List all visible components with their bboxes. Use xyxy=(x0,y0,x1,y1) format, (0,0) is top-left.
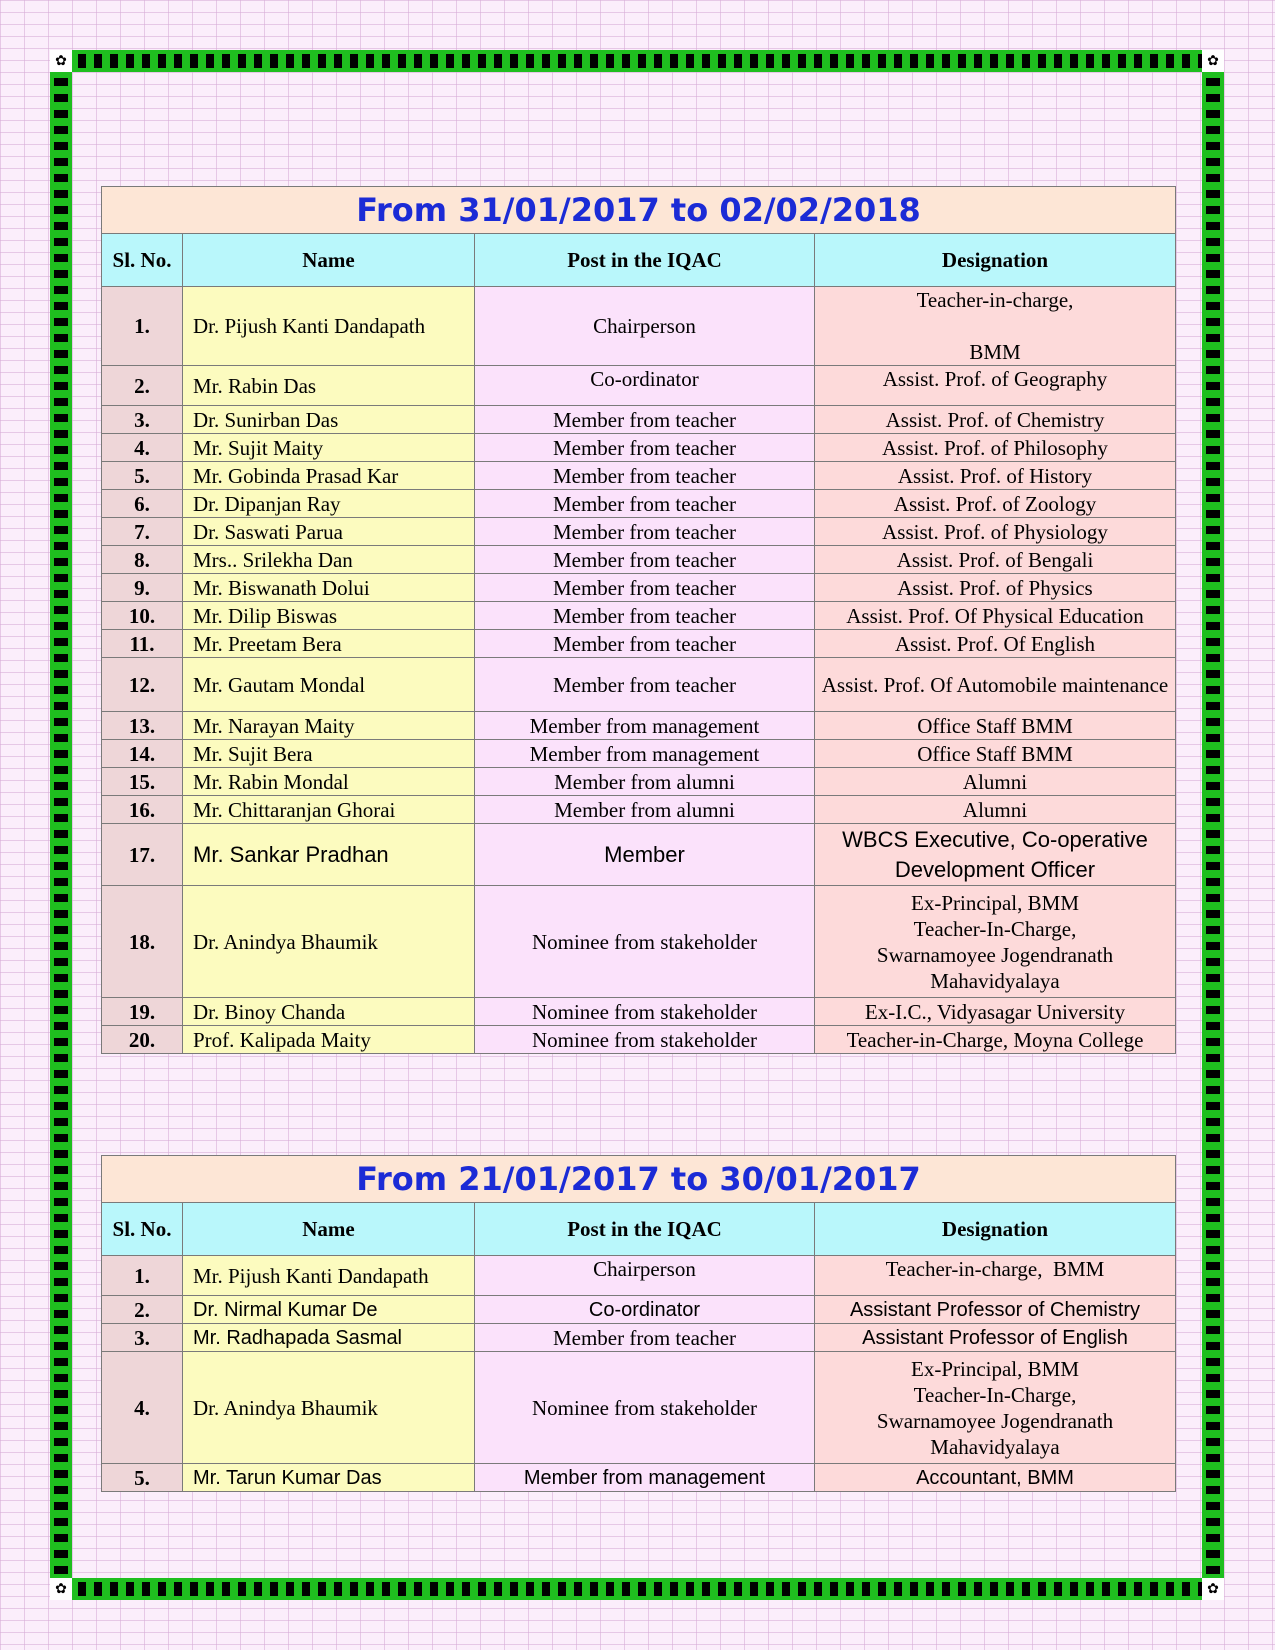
iqac-table-2017-2018 xyxy=(101,186,1176,1054)
iqac-post: Member from alumni xyxy=(475,796,815,824)
table-title: From 31/01/2017 to 02/02/2018 xyxy=(102,187,1176,234)
designation: Assist. Prof. of History xyxy=(815,462,1176,490)
designation: Assist. Prof. of Philosophy xyxy=(815,434,1176,462)
iqac-post: Member from teacher xyxy=(475,574,815,602)
sl-no: 8. xyxy=(102,546,183,574)
sl-no: 4. xyxy=(102,434,183,462)
designation: Assist. Prof. of Bengali xyxy=(815,546,1176,574)
iqac-post: Chairperson xyxy=(475,1256,815,1296)
sl-no: 9. xyxy=(102,574,183,602)
sl-no: 20. xyxy=(102,1026,183,1054)
designation: Teacher-in-charge, BMM xyxy=(815,287,1176,366)
iqac-post: Member from teacher xyxy=(475,518,815,546)
designation: WBCS Executive, Co-operative Development Officer xyxy=(815,824,1176,886)
iqac-post: Member from teacher xyxy=(475,434,815,462)
sl-no: 3. xyxy=(102,1324,183,1352)
sl-no: 18. xyxy=(102,886,183,998)
sl-no: 11. xyxy=(102,630,183,658)
iqac-post: Member from teacher xyxy=(475,630,815,658)
iqac-post: Member from teacher xyxy=(475,658,815,712)
member-name: Mr. Sankar Pradhan xyxy=(183,824,475,886)
col-header-name: Name xyxy=(183,1203,475,1256)
table-row xyxy=(102,518,1176,546)
member-name: Dr. Pijush Kanti Dandapath xyxy=(183,287,475,366)
sl-no: 17. xyxy=(102,824,183,886)
border-right xyxy=(1202,50,1224,1600)
member-name: Mr. Rabin Mondal xyxy=(183,768,475,796)
designation: Alumni xyxy=(815,768,1176,796)
table-row xyxy=(102,824,1176,886)
table-row xyxy=(102,406,1176,434)
sl-no: 3. xyxy=(102,406,183,434)
table-row xyxy=(102,630,1176,658)
iqac-post: Nominee from stakeholder xyxy=(475,1352,815,1464)
corner-ornament-icon: ✿ xyxy=(50,1578,72,1600)
iqac-post: Member from teacher xyxy=(475,406,815,434)
table-row xyxy=(102,1464,1176,1492)
table-row xyxy=(102,574,1176,602)
table-row xyxy=(102,998,1176,1026)
designation: Assist. Prof. of Physiology xyxy=(815,518,1176,546)
border-left xyxy=(50,50,72,1600)
member-name: Mr. Radhapada Sasmal xyxy=(183,1324,475,1352)
iqac-post: Co-ordinator xyxy=(475,1296,815,1324)
table-row xyxy=(102,1296,1176,1324)
sl-no: 15. xyxy=(102,768,183,796)
table-row xyxy=(102,768,1176,796)
iqac-table-2017 xyxy=(101,1155,1176,1492)
iqac-post: Chairperson xyxy=(475,287,815,366)
table-row xyxy=(102,366,1176,406)
designation: Assist. Prof. Of Physical Education xyxy=(815,602,1176,630)
table-row xyxy=(102,434,1176,462)
iqac-post: Nominee from stakeholder xyxy=(475,1026,815,1054)
designation: Assistant Professor of Chemistry xyxy=(815,1296,1176,1324)
member-name: Dr. Binoy Chanda xyxy=(183,998,475,1026)
iqac-post: Member from management xyxy=(475,712,815,740)
sl-no: 16. xyxy=(102,796,183,824)
member-name: Dr. Anindya Bhaumik xyxy=(183,1352,475,1464)
designation: Office Staff BMM xyxy=(815,740,1176,768)
iqac-post: Member from teacher xyxy=(475,490,815,518)
col-header-post: Post in the IQAC xyxy=(475,1203,815,1256)
sl-no: 7. xyxy=(102,518,183,546)
table-row xyxy=(102,658,1176,712)
sl-no: 19. xyxy=(102,998,183,1026)
table-row xyxy=(102,1352,1176,1464)
sl-no: 14. xyxy=(102,740,183,768)
designation: Accountant, BMM xyxy=(815,1464,1176,1492)
sl-no: 1. xyxy=(102,1256,183,1296)
corner-ornament-icon: ✿ xyxy=(50,50,72,72)
designation: Assist. Prof. of Zoology xyxy=(815,490,1176,518)
corner-ornament-icon: ✿ xyxy=(1202,1578,1224,1600)
iqac-post: Member from management xyxy=(475,740,815,768)
member-name: Mr. Gautam Mondal xyxy=(183,658,475,712)
col-header-post: Post in the IQAC xyxy=(475,234,815,287)
member-name: Mr. Gobinda Prasad Kar xyxy=(183,462,475,490)
member-name: Mr. Rabin Das xyxy=(183,366,475,406)
member-name: Mr. Dilip Biswas xyxy=(183,602,475,630)
border-bottom xyxy=(50,1578,1224,1600)
designation: Teacher-in-charge, BMM xyxy=(815,1256,1176,1296)
iqac-post: Member from teacher xyxy=(475,462,815,490)
designation: Assistant Professor of English xyxy=(815,1324,1176,1352)
member-name: Mr. Preetam Bera xyxy=(183,630,475,658)
member-name: Dr. Anindya Bhaumik xyxy=(183,886,475,998)
col-header-designation: Designation xyxy=(815,1203,1176,1256)
table-row xyxy=(102,796,1176,824)
sl-no: 4. xyxy=(102,1352,183,1464)
member-name: Dr. Dipanjan Ray xyxy=(183,490,475,518)
table-title: From 21/01/2017 to 30/01/2017 xyxy=(102,1156,1176,1203)
member-name: Dr. Saswati Parua xyxy=(183,518,475,546)
designation: Assist. Prof. of Geography xyxy=(815,366,1176,406)
iqac-post: Co-ordinator xyxy=(475,366,815,406)
member-name: Mr. Pijush Kanti Dandapath xyxy=(183,1256,475,1296)
table-row xyxy=(102,740,1176,768)
iqac-post: Member from alumni xyxy=(475,768,815,796)
sl-no: 12. xyxy=(102,658,183,712)
designation: Ex-I.C., Vidyasagar University xyxy=(815,998,1176,1026)
table-row xyxy=(102,1256,1176,1296)
col-header-sl-no: Sl. No. xyxy=(102,1203,183,1256)
designation: Ex-Principal, BMM Teacher-In-Charge, Swarnamoyee Jogendranath Mahavidyalaya xyxy=(815,886,1176,998)
iqac-post: Member xyxy=(475,824,815,886)
sl-no: 5. xyxy=(102,1464,183,1492)
iqac-post: Member from teacher xyxy=(475,546,815,574)
table-row xyxy=(102,1324,1176,1352)
table-row xyxy=(102,1026,1176,1054)
designation: Alumni xyxy=(815,796,1176,824)
table-row xyxy=(102,287,1176,366)
member-name: Mrs.. Srilekha Dan xyxy=(183,546,475,574)
sl-no: 1. xyxy=(102,287,183,366)
designation: Teacher-in-Charge, Moyna College xyxy=(815,1026,1176,1054)
sl-no: 6. xyxy=(102,490,183,518)
table-row xyxy=(102,490,1176,518)
sl-no: 10. xyxy=(102,602,183,630)
sl-no: 5. xyxy=(102,462,183,490)
iqac-post: Member from teacher xyxy=(475,1324,815,1352)
sl-no: 2. xyxy=(102,1296,183,1324)
table-row xyxy=(102,712,1176,740)
corner-ornament-icon: ✿ xyxy=(1202,50,1224,72)
iqac-post: Nominee from stakeholder xyxy=(475,998,815,1026)
table-row xyxy=(102,462,1176,490)
table-row xyxy=(102,546,1176,574)
col-header-name: Name xyxy=(183,234,475,287)
member-name: Prof. Kalipada Maity xyxy=(183,1026,475,1054)
iqac-post: Nominee from stakeholder xyxy=(475,886,815,998)
designation: Office Staff BMM xyxy=(815,712,1176,740)
designation: Assist. Prof. of Chemistry xyxy=(815,406,1176,434)
iqac-post: Member from management xyxy=(475,1464,815,1492)
col-header-designation: Designation xyxy=(815,234,1176,287)
designation: Assist. Prof. Of English xyxy=(815,630,1176,658)
table-row xyxy=(102,886,1176,998)
sl-no: 2. xyxy=(102,366,183,406)
member-name: Mr. Tarun Kumar Das xyxy=(183,1464,475,1492)
iqac-post: Member from teacher xyxy=(475,602,815,630)
member-name: Mr. Narayan Maity xyxy=(183,712,475,740)
table-row xyxy=(102,602,1176,630)
member-name: Mr. Chittaranjan Ghorai xyxy=(183,796,475,824)
member-name: Dr. Sunirban Das xyxy=(183,406,475,434)
designation: Ex-Principal, BMM Teacher-In-Charge, Swarnamoyee Jogendranath Mahavidyalaya xyxy=(815,1352,1176,1464)
member-name: Mr. Biswanath Dolui xyxy=(183,574,475,602)
sl-no: 13. xyxy=(102,712,183,740)
member-name: Mr. Sujit Bera xyxy=(183,740,475,768)
designation: Assist. Prof. Of Automobile maintenance xyxy=(815,658,1176,712)
designation: Assist. Prof. of Physics xyxy=(815,574,1176,602)
col-header-sl-no: Sl. No. xyxy=(102,234,183,287)
border-top xyxy=(50,50,1224,72)
member-name: Dr. Nirmal Kumar De xyxy=(183,1296,475,1324)
member-name: Mr. Sujit Maity xyxy=(183,434,475,462)
